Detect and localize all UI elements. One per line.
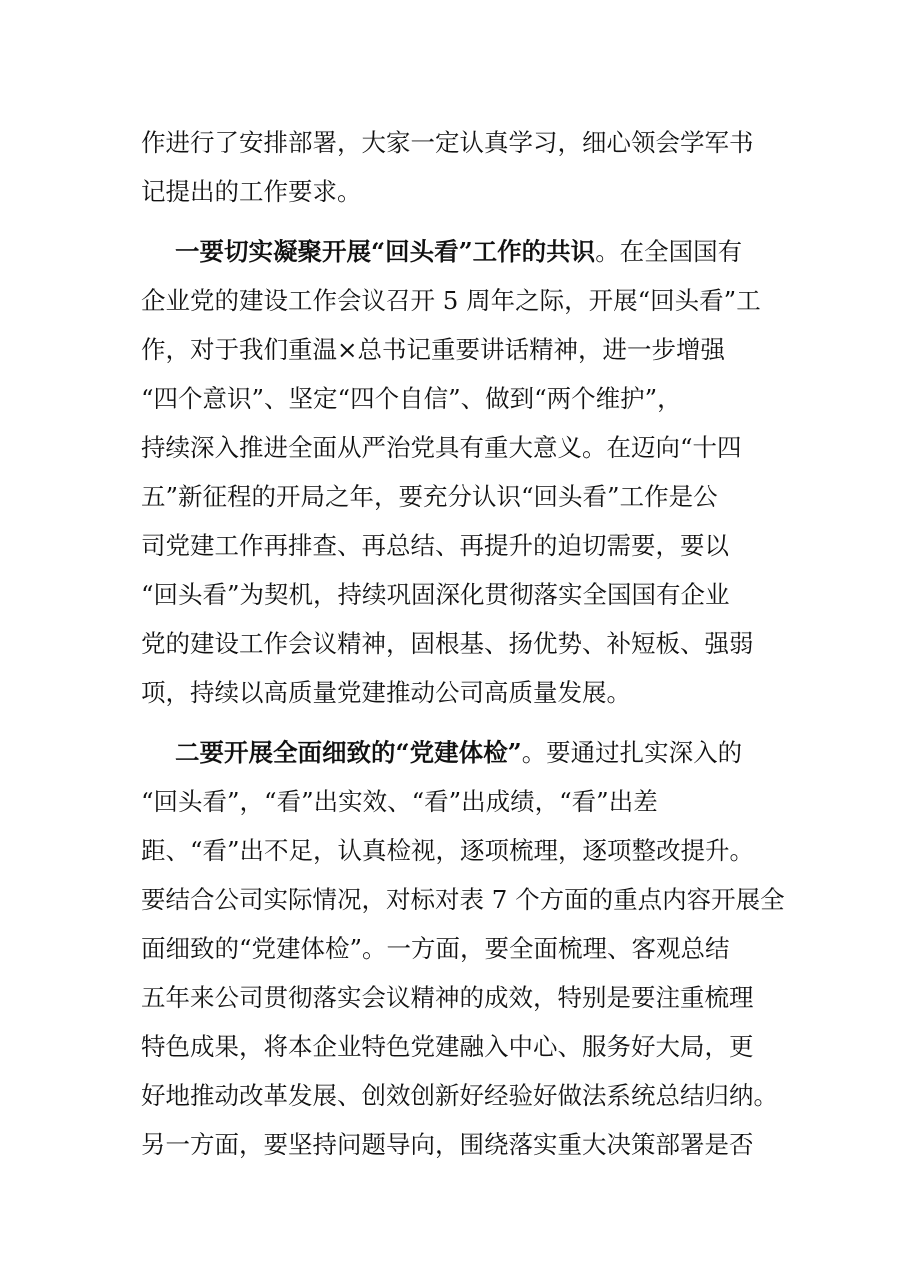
text-line: 距、“看”出不足，认真检视，逐项梳理，逐项整改提升。: [141, 836, 755, 865]
text-line: 面细致的“党建体检”。一方面，要全面梳理、客观总结: [141, 934, 730, 963]
text-line: 记提出的工作要求。: [141, 177, 362, 206]
text-fragment: 。要通过扎实深入的: [521, 738, 743, 767]
text-line: 另一方面，要坚持问题导向，围绕落实重大决策部署是否: [141, 1130, 754, 1159]
text-line: 要结合公司实际情况，对标对表 7 个方面的重点内容开展全: [141, 885, 785, 914]
paragraph-heading-line: [175, 731, 815, 775]
text-line: 特色成果，将本企业特色党建融入中心、服务好大局，更: [141, 1032, 754, 1061]
text-line: 好地推动改革发展、创效创新好经验好做法系统总结归纳。: [141, 1081, 778, 1110]
text-fragment: 。在全国国有: [595, 237, 743, 266]
paragraph-heading: 二要开展全面细致的“党建体检”: [175, 738, 522, 767]
text-line: 五”新征程的开局之年，要充分认识“回头看”工作是公: [141, 482, 718, 511]
text-line: 企业党的建设工作会议召开 5 周年之际，开展“回头看”工: [141, 286, 761, 315]
text-line: 五年来公司贯彻落实会议精神的成效，特别是要注重梳理: [141, 983, 754, 1012]
text-line: “四个意识”、坚定“四个自信”、做到“两个维护”，: [141, 384, 682, 413]
paragraph-heading-line: [175, 230, 815, 274]
paragraph-heading: 一要切实凝聚开展“回头看”工作的共识: [175, 237, 596, 266]
text-line: 作进行了安排部署，大家一定认真学习，细心领会学军书: [141, 128, 754, 157]
text-line: “回头看”，“看”出实效、“看”出成绩，“看”出差: [141, 787, 658, 816]
text-line: “回头看”为契机，持续巩固深化贯彻落实全国国有企业: [141, 580, 730, 609]
text-line: 党的建设工作会议精神，固根基、扬优势、补短板、强弱: [141, 629, 754, 658]
text-line: 持续深入推进全面从严治党具有重大意义。在迈向“十四: [141, 433, 742, 462]
text-line: 作，对于我们重温×总书记重要讲话精神，进一步增强: [141, 335, 726, 364]
text-line: 司党建工作再排查、再总结、再提升的迫切需要，要以: [141, 531, 729, 560]
text-line: 项，持续以高质量党建推动公司高质量发展。: [141, 678, 631, 707]
